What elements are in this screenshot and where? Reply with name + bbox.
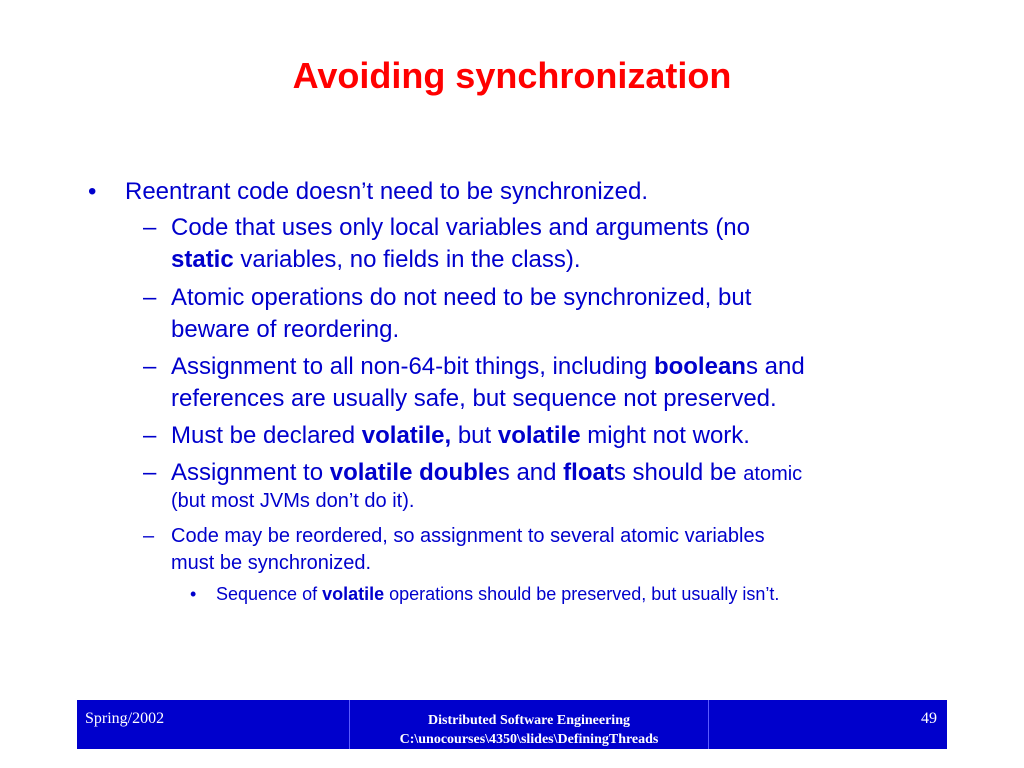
keyword-boolean: boolean	[653, 353, 746, 380]
bullet-marker: •	[88, 178, 97, 205]
subbullet-atomic-ops-line1: Atomic operations do not need to be synchronized, but	[171, 284, 752, 311]
slide-footer	[77, 700, 947, 749]
footer-term: Spring/2002	[85, 710, 165, 727]
subbullet-volatile-double-line2: (but most JVMs don’t do it).	[171, 490, 415, 512]
keyword-float: float	[563, 459, 614, 486]
footer-course-info	[349, 700, 709, 749]
dash-marker: –	[143, 353, 157, 380]
footer-course-title: Distributed Software Engineering	[428, 713, 630, 728]
subbullet-assignment-line1: Assignment to all non-64-bit things, including booleans and	[171, 353, 805, 380]
dash-marker: –	[143, 459, 157, 486]
subbullet-local-variables-line1: Code that uses only local variables and arguments (no	[171, 214, 750, 241]
dash-marker: –	[143, 214, 157, 241]
dash-marker: –	[143, 525, 155, 547]
bullet-reentrant-code: Reentrant code doesn’t need to be synchronized.	[125, 178, 649, 205]
dash-marker: –	[143, 422, 157, 449]
bullet-marker: •	[190, 584, 197, 604]
subbullet-reordered-line2: must be synchronized.	[171, 552, 372, 574]
keyword-volatile: volatile,	[361, 422, 452, 449]
keyword-volatile: volatile	[497, 422, 581, 449]
subbullet-volatile-declared: Must be declared volatile, but volatile might not work.	[171, 422, 750, 449]
subbullet-volatile-double-line1: Assignment to volatile doubles and floats should be atomic	[171, 459, 803, 486]
dash-marker: –	[143, 284, 157, 311]
slide-title: Avoiding synchronization	[292, 55, 732, 96]
subsubbullet-sequence: Sequence of volatile operations should be preserved, but usually isn’t.	[216, 584, 780, 604]
subbullet-local-variables-line2: static variables, no fields in the class).	[171, 246, 581, 273]
subbullet-reordered-line1: Code may be reordered, so assignment to several atomic variables	[171, 525, 765, 547]
footer-file-path: C:\unocourses\4350\slides\DefiningThreads	[399, 732, 659, 747]
keyword-volatile-double: volatile double	[329, 459, 498, 486]
slide-number: 49	[921, 710, 937, 727]
subbullet-atomic-ops-line2: beware of reordering.	[171, 316, 400, 343]
keyword-static: static	[171, 246, 234, 273]
subbullet-assignment-line2: references are usually safe, but sequence not preserved.	[171, 385, 777, 412]
keyword-volatile: volatile	[322, 584, 385, 604]
